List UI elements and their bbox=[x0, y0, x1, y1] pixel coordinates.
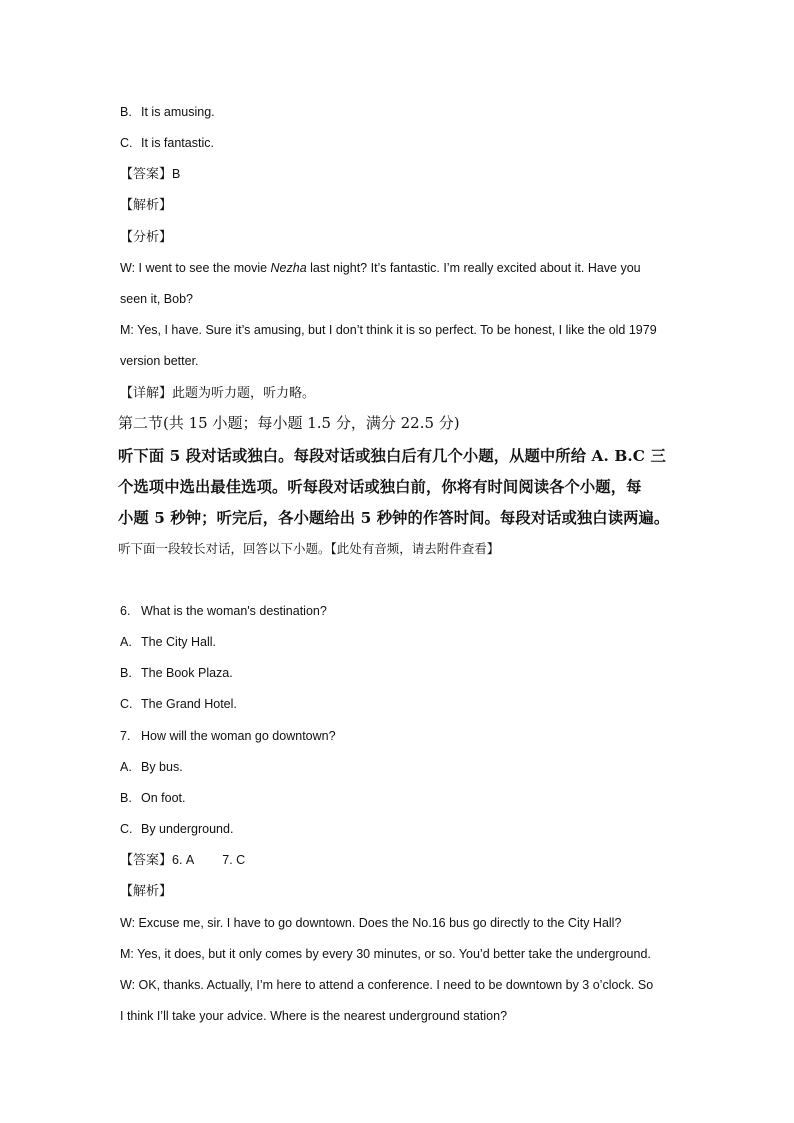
question-6-option-c bbox=[120, 696, 237, 712]
analysis-line: M: Yes, it does, but it only comes by every 30 minutes, or so. You’d better take the underground. bbox=[120, 947, 651, 961]
analysis-line: W: OK, thanks. Actually, I’m here to attend a conference. I need to be downtown by 3 o’clock. So bbox=[120, 978, 654, 992]
option-letter: A. bbox=[120, 760, 132, 774]
prev-fenxi-label bbox=[120, 229, 172, 246]
option-letter: B. bbox=[120, 105, 132, 119]
dialogue-w-line1 bbox=[120, 260, 641, 276]
section-instruction-line: 个选项中选出最佳选项。听每段对话或独白前，你将有时间阅读各个小题，每 bbox=[118, 478, 642, 496]
prev-answer bbox=[120, 166, 180, 183]
option-text: It is fantastic. bbox=[141, 136, 214, 150]
question-7-option-a bbox=[120, 759, 183, 775]
analysis-label: 【解析】 bbox=[120, 884, 173, 899]
detail-line bbox=[120, 385, 315, 402]
question-number: 7. bbox=[120, 729, 131, 743]
answer-label: 【答案】 bbox=[120, 167, 173, 182]
option-text: The Grand Hotel. bbox=[141, 697, 237, 711]
question-number: 6. bbox=[120, 604, 131, 618]
dialogue-text: W: I went to see the movie bbox=[120, 261, 271, 275]
analysis-line: W: Excuse me, sir. I have to go downtown. Does the No.16 bus go directly to the City Hall? bbox=[120, 916, 622, 930]
question-text: What is the woman's destination? bbox=[141, 604, 327, 618]
prev-option-c bbox=[120, 135, 214, 151]
option-text: By underground. bbox=[141, 822, 234, 836]
answer-q7: 7. C bbox=[222, 853, 246, 867]
fenxi-label: 【分析】 bbox=[120, 230, 173, 245]
option-letter: A. bbox=[120, 635, 132, 649]
option-letter: C. bbox=[120, 697, 133, 711]
question-7 bbox=[120, 728, 336, 744]
question-6 bbox=[120, 603, 327, 619]
section-title: 第二节(共 15 小题；每小题 1.5 分，满分 22.5 分) bbox=[118, 414, 460, 432]
question-6-option-b bbox=[120, 665, 233, 681]
detail-label: 【详解】 bbox=[120, 386, 173, 401]
option-text: The Book Plaza. bbox=[141, 666, 233, 680]
answer-value: B bbox=[172, 167, 181, 181]
option-text: On foot. bbox=[141, 791, 186, 805]
question-7-option-c bbox=[120, 821, 233, 837]
dialogue-text: last night? It’s fantastic. I’m really excited about it. Have you bbox=[306, 261, 641, 275]
analysis-line: I think I’ll take your advice. Where is the nearest underground station? bbox=[120, 1009, 508, 1023]
option-letter: C. bbox=[120, 822, 133, 836]
movie-title: Nezha bbox=[270, 261, 307, 275]
answer-q6: 6. A bbox=[172, 853, 195, 867]
answers-line bbox=[120, 852, 245, 869]
answers-label: 【答案】 bbox=[120, 853, 173, 868]
section-instruction-line: 小题 5 秒钟；听完后，各小题给出 5 秒钟的作答时间。每段对话或独白读两遍。 bbox=[118, 509, 670, 527]
analysis-label: 【解析】 bbox=[120, 198, 173, 213]
question-text: How will the woman go downtown? bbox=[141, 729, 336, 743]
option-letter: B. bbox=[120, 791, 132, 805]
option-text: By bus. bbox=[141, 760, 183, 774]
dialogue-w-line2: seen it, Bob? bbox=[120, 292, 193, 306]
audio-notice: 听下面一段较长对话，回答以下小题。【此处有音频，请去附件查看】 bbox=[118, 541, 500, 556]
analysis-label-line bbox=[120, 883, 172, 900]
option-text: It is amusing. bbox=[141, 105, 215, 119]
question-6-option-a bbox=[120, 634, 216, 650]
option-letter: C. bbox=[120, 136, 133, 150]
question-7-option-b bbox=[120, 790, 185, 806]
section-instruction-line: 听下面 5 段对话或独白。每段对话或独白后有几个小题，从题中所给 A. B.C 三 bbox=[118, 447, 666, 465]
dialogue-m-line2: version better. bbox=[120, 354, 199, 368]
prev-analysis-label bbox=[120, 197, 172, 214]
option-letter: B. bbox=[120, 666, 132, 680]
option-text: The City Hall. bbox=[141, 635, 217, 649]
prev-option-b bbox=[120, 104, 215, 120]
dialogue-m-line1: M: Yes, I have. Sure it’s amusing, but I don’t think it is so perfect. To be honest, I like the old 1979 bbox=[120, 323, 657, 337]
detail-text: 此题为听力题，听力略。 bbox=[172, 386, 316, 401]
